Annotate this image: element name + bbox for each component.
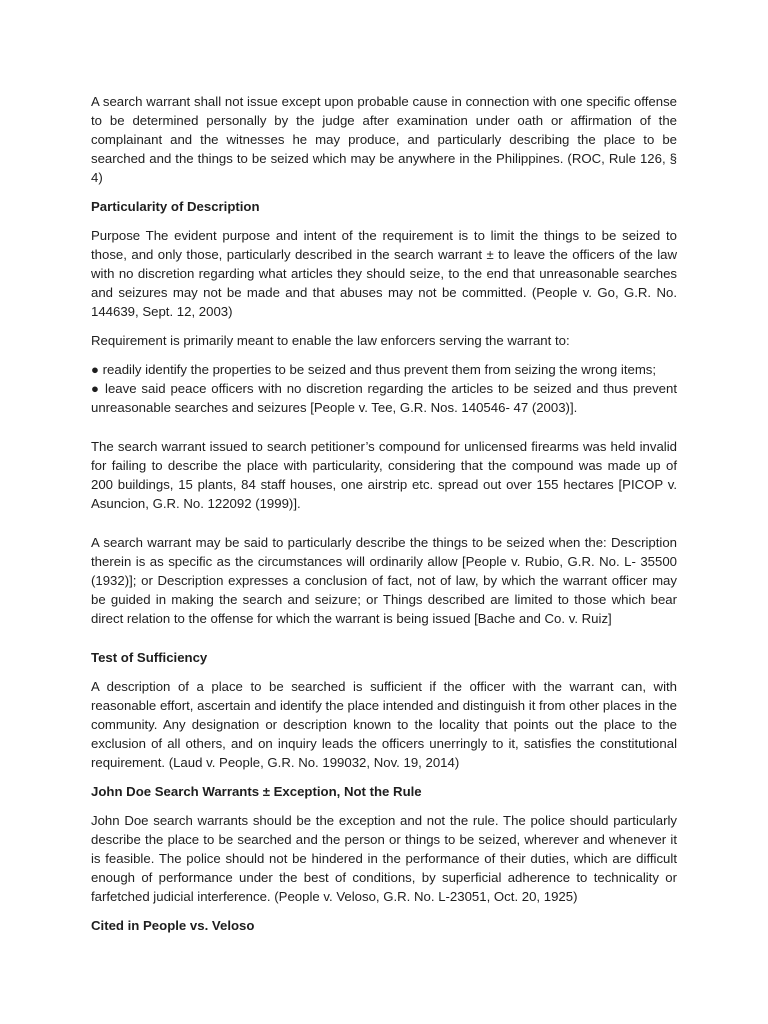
- heading-particularity: Particularity of Description: [91, 199, 260, 214]
- list-item: ● readily identify the properties to be seized and thus prevent them from seizing the wrong items;: [91, 362, 657, 377]
- heading-john-doe: John Doe Search Warrants ± Exception, Not the Rule: [91, 784, 422, 799]
- paragraph-picop: The search warrant issued to search petitioner’s compound for unlicensed firearms was held invalid for failing to describe the place with particularity, considering that the compound was made up of 200 buildings, 15 plants, 84 staff houses, one airstrip etc. spread out over 155 hectares [PICOP v. Asuncion, G.R. No. 122092 (1999)].: [91, 439, 677, 511]
- paragraph-purpose: Purpose The evident purpose and intent of the requirement is to limit the things to be seized to those, and only those, particularly described in the search warrant ± to leave the officers of the law with no discretion regarding what articles they should seize, to the end that unreasonable searches and seizures may not be made and that abuses may not be committed. (People v. Go, G.R. No. 144639, Sept. 12, 2003): [91, 228, 677, 319]
- list-item: ● leave said peace officers with no discretion regarding the articles to be seized and thus prevent unreasonable searches and seizures [People v. Tee, G.R. Nos. 140546- 47 (2003)].: [91, 381, 677, 415]
- heading-test-of-sufficiency: Test of Sufficiency: [91, 650, 208, 665]
- paragraph-rule-126: A search warrant shall not issue except upon probable cause in connection with one specific offense to be determined personally by the judge after examination under oath or affirmation of the complainant and the witnesses he may produce, and particularly describing the place to be searched and the things to be seized which may be anywhere in the Philippines. (ROC, Rule 126, § 4): [91, 94, 677, 185]
- paragraph-requirement: Requirement is primarily meant to enable the law enforcers serving the warrant to:: [91, 333, 570, 348]
- heading-cited-veloso: Cited in People vs. Veloso: [91, 918, 255, 933]
- bullet-list: [91, 360, 677, 417]
- paragraph-things-seized: A search warrant may be said to particularly describe the things to be seized when the: Description therein is as specific as the circumstances will ordinarily allow [People v. Rubio, G.R. No. L- 35500 (1932)]; or Description expresses a conclusion of fact, not of law, by which the warrant officer may be guided in making the search and seizure; or Things described are limited to those which bear direct relation to the offense for which the warrant is being issued [Bache and Co. v. Ruiz]: [91, 535, 677, 626]
- paragraph-john-doe: John Doe search warrants should be the exception and not the rule. The police should particularly describe the place to be searched and the person or things to be seized, wherever and whenever it is feasible. The police should not be hindered in the performance of their duties, which are difficult enough of performance under the best of conditions, by superficial adherence to technicality or farfetched judicial interference. (People v. Veloso, G.R. No. L-23051, Oct. 20, 1925): [91, 813, 677, 904]
- paragraph-sufficiency: A description of a place to be searched is sufficient if the officer with the warrant can, with reasonable effort, ascertain and identify the place intended and distinguish it from other places in the community. Any designation or description known to the locality that points out the place to the exclusion of all others, and on inquiry leads the officers unerringly to it, satisfies the constitutional requirement. (Laud v. People, G.R. No. 199032, Nov. 19, 2014): [91, 679, 677, 770]
